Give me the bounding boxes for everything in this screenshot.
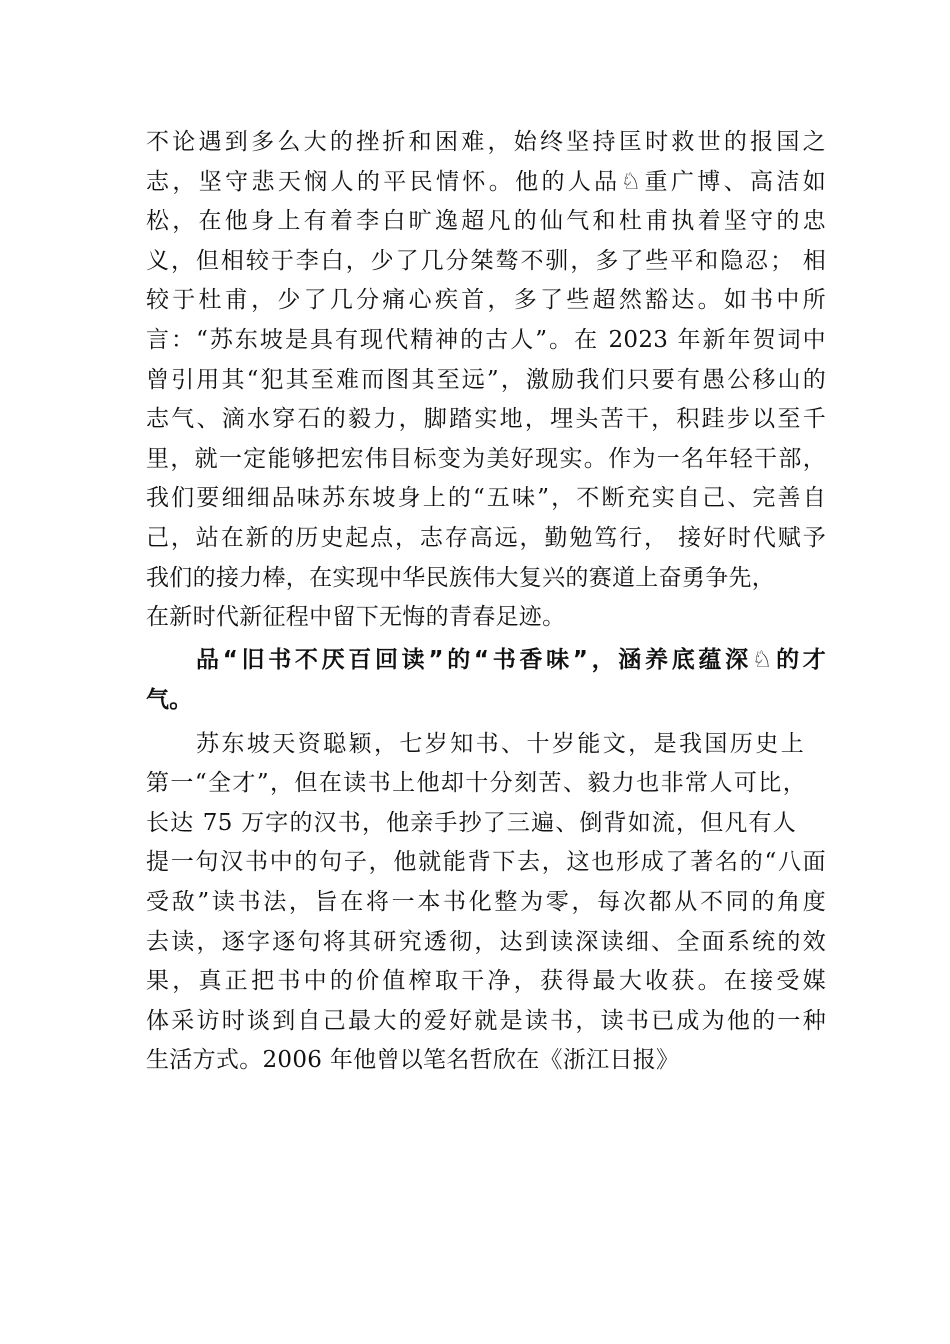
paragraph-2-line-2: 第一“全才”，但在读书上他却十分刻苦、毅力也非常人可比， (146, 770, 806, 796)
paragraph-1-line-5: 较于杜甫，少了几分痛心疾首，多了些超然豁达。如书中所 (146, 287, 826, 313)
paragraph-2-line-8: 体采访时谈到自己最大的爱好就是读书，读书已成为他的一种 (146, 1008, 826, 1034)
section-heading-line-2: 气。 (146, 687, 193, 713)
paragraph-1-line-11: 己，站在新的历史起点，志存高远，勤勉笃行， 接好时代赋予 (146, 525, 826, 551)
paragraph-1-line-10: 我们要细细品味苏东坡身上的“五味”，不断充实自己、完善自 (146, 485, 826, 511)
paragraph-1-line-9: 里，就一定能够把宏伟目标变为美好现实。作为一名年轻干部， (146, 446, 826, 472)
paragraph-1-line-3: 松，在他身上有着李白旷逸超凡的仙气和杜甫执着坚守的忠 (146, 208, 826, 234)
paragraph-1-line-7: 曾引用其“犯其至难而图其至远”，激励我们只要有愚公移山的 (146, 367, 826, 393)
paragraph-1-line-6: 言：“苏东坡是具有现代精神的古人”。在 2023 年新年贺词中 (146, 327, 826, 353)
paragraph-1-line-1: 不论遇到多么大的挫折和困难，始终坚持匡时救世的报国之 (146, 129, 826, 155)
paragraph-2-line-7: 果，真正把书中的价值榨取干净，获得最大收获。在接受媒 (146, 968, 826, 994)
paragraph-1-line-4: 义，但相较于李白，少了几分桀骜不驯，多了些平和隐忍； 相 (146, 248, 826, 274)
paragraph-2-line-5: 受敌”读书法，旨在将一本书化整为零，每次都从不同的角度 (146, 889, 826, 915)
paragraph-2-line-4: 提一句汉书中的句子，他就能背下去，这也形成了著名的“八面 (146, 849, 826, 875)
paragraph-2-line-1: 苏东坡天资聪颖，七岁知书、十岁能文，是我国历史上 (196, 731, 804, 757)
paragraph-2-line-9: 生活方式。2006 年他曾以笔名哲欣在《浙江日报》 (146, 1047, 680, 1073)
paragraph-2-line-3: 长达 75 万字的汉书，他亲手抄了三遍、倒背如流，但凡有人 (146, 810, 796, 836)
paragraph-2-line-6: 去读，逐字逐句将其研究透彻，达到读深读细、全面系统的效 (146, 929, 826, 955)
paragraph-1-line-2: 志，坚守悲天悯人的平民情怀。他的人品♘重广博、高洁如 (146, 169, 826, 195)
paragraph-1-line-8: 志气、滴水穿石的毅力，脚踏实地，埋头苦干，积跬步以至千 (146, 406, 826, 432)
section-heading-line-1: 品“旧书不厌百回读”的“书香味”，涵养底蕴深♘的才 (196, 647, 826, 673)
paragraph-1-line-12: 我们的接力棒，在实现中华民族伟大复兴的赛道上奋勇争先， (146, 565, 776, 591)
paragraph-1-line-13: 在新时代新征程中留下无悔的青春足迹。 (146, 604, 566, 630)
